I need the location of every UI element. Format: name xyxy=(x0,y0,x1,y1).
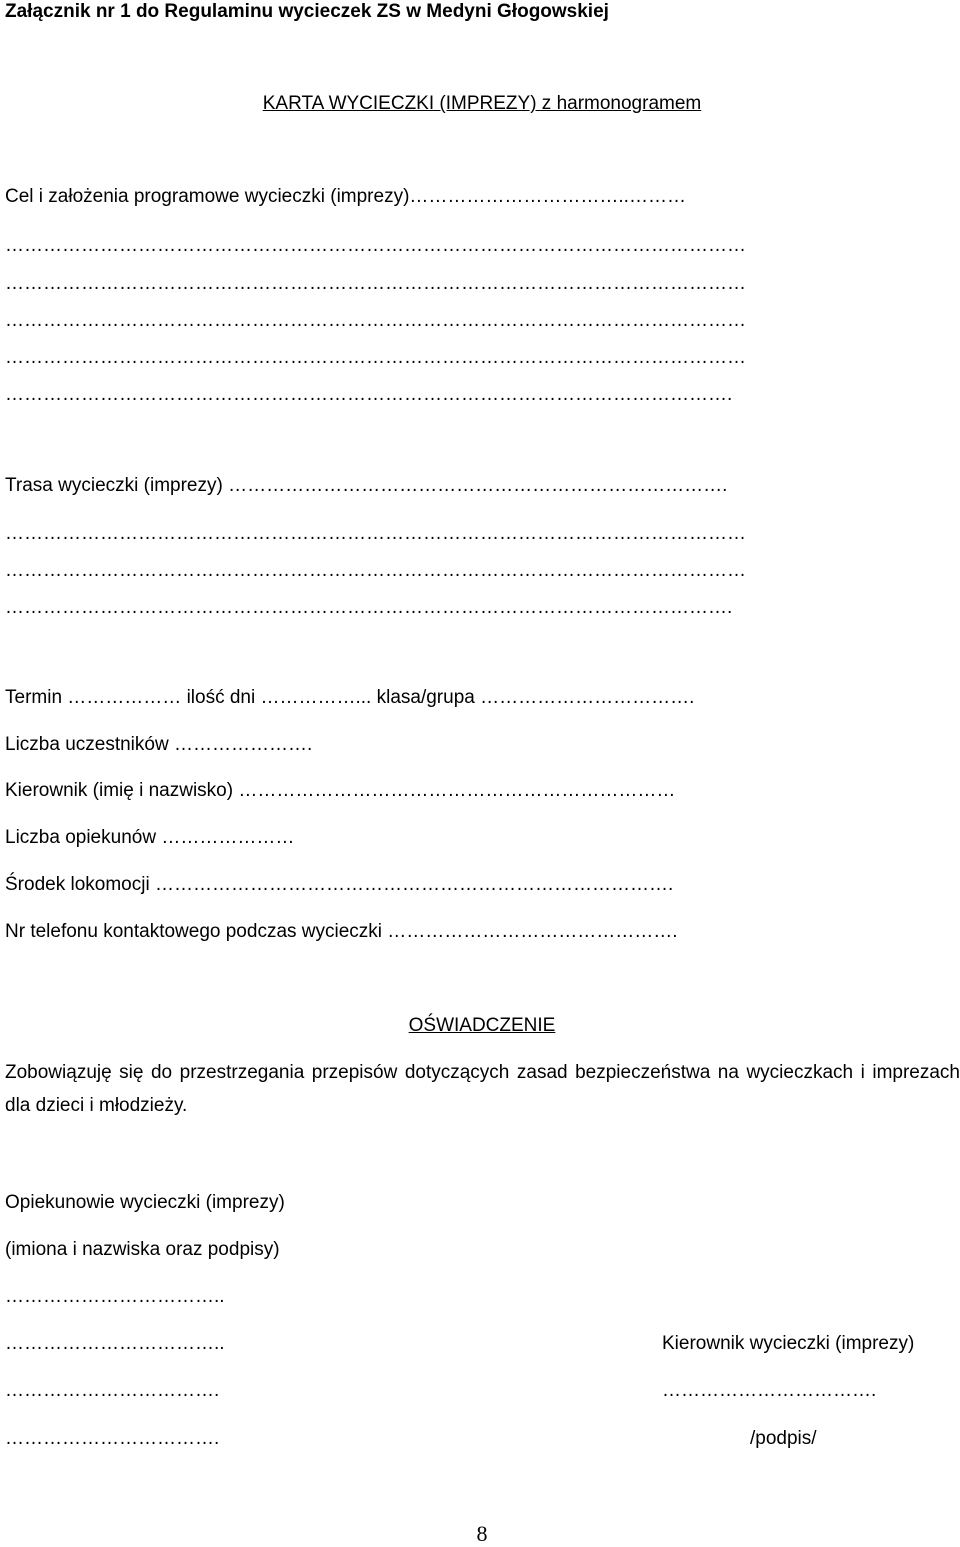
leader-line: Kierownik (imię i nazwisko) …………………………………………………………… xyxy=(5,780,676,801)
goals-fill-line: ……………………………………………………………………………………………………. xyxy=(5,384,733,405)
page-number: 8 xyxy=(476,1521,488,1546)
goals-fill-line: ……………………………………………………………………………………………………… xyxy=(5,273,746,294)
goals-fill-line: ……………………………………………………………………………………………………… xyxy=(5,310,746,331)
form-title: KARTA WYCIECZKI (IMPREZY) z harmonogramem xyxy=(262,93,702,114)
guardians-title: Opiekunowie wycieczki (imprezy) xyxy=(5,1192,285,1213)
term-line: Termin ……………… ilość dni ……………... klasa/grupa ……………………………. xyxy=(5,687,695,708)
route-fill-line: ……………………………………………………………………………………………………… xyxy=(5,560,746,581)
transport-line: Środek lokomocji ………………………………………………………………………. xyxy=(5,874,674,895)
route-fill-line: ……………………………………………………………………………………………………. xyxy=(5,597,733,618)
declaration-text: Zobowiązuję się do przestrzegania przepisów dotyczących zasad bezpieczeństwa na wycieczkach i imprezach dla dzieci i młodzieży. xyxy=(5,1062,960,1116)
document-heading: Załącznik nr 1 do Regulaminu wycieczek ZS w Medyni Głogowskiej xyxy=(5,1,609,22)
guardian-signature-line: ……………………………. xyxy=(5,1428,220,1449)
guardian-signature-line: …………………………….. xyxy=(5,1286,225,1307)
guardian-signature-line: …………………………….. xyxy=(5,1333,225,1354)
goals-line: Cel i założenia programowe wycieczki (imprezy)……………………………..……… xyxy=(5,186,686,207)
participants-line: Liczba uczestników …………………. xyxy=(5,734,313,755)
guardians-subtitle: (imiona i nazwiska oraz podpisy) xyxy=(5,1239,280,1260)
leader-signature-caption: /podpis/ xyxy=(750,1428,817,1449)
goals-fill-line: ……………………………………………………………………………………………………… xyxy=(5,347,746,368)
route-fill-line: ……………………………………………………………………………………………………… xyxy=(5,523,746,544)
declaration-title: OŚWIADCZENIE xyxy=(408,1015,556,1036)
phone-line: Nr telefonu kontaktowego podczas wycieczki ………………………………………. xyxy=(5,921,678,942)
leader-signature-line: ……………………………. xyxy=(662,1380,877,1401)
route-line: Trasa wycieczki (imprezy) ……………………………………………………………………. xyxy=(5,475,728,496)
leader-signature-title: Kierownik wycieczki (imprezy) xyxy=(662,1333,915,1354)
guardian-signature-line: ……………………………. xyxy=(5,1380,220,1401)
guardians-count-line: Liczba opiekunów ………………… xyxy=(5,827,295,848)
goals-fill-line: ……………………………………………………………………………………………………… xyxy=(5,235,746,256)
